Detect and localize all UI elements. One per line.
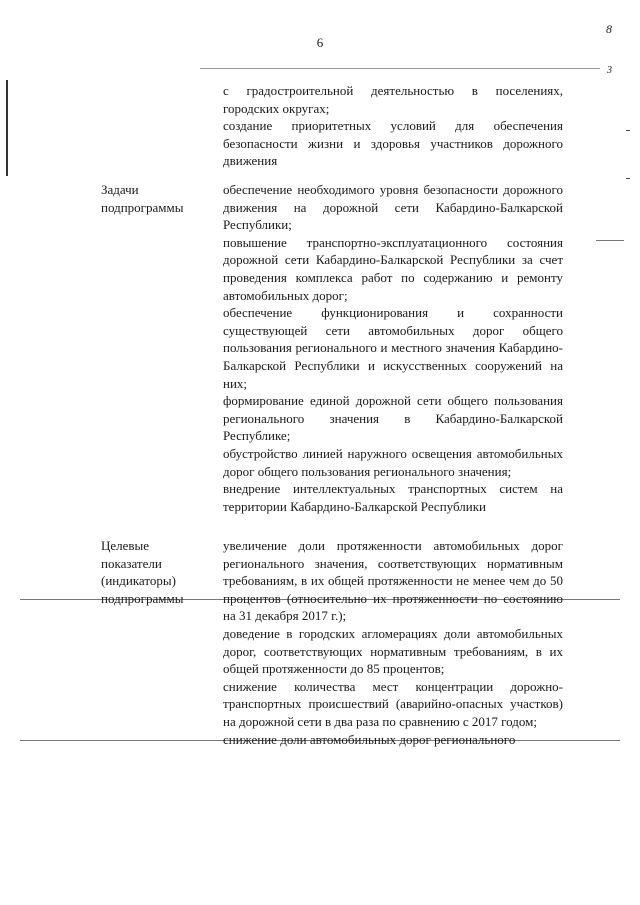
paragraph: увеличение доли протяженности автомобильных дорог регионального значения, соответствующих нормативным требованиям, в их общей протяженности не менее чем до 50 процентов (относительно их протяженности по состоянию на 31 декабря 2017 г.);	[223, 538, 563, 624]
paragraph: повышение транспортно-эксплуатационного состояния дорожной сети Кабардино-Балкарской Республики за счет проведения комплекса работ по содержанию и ремонту автомобильных дорог;	[223, 234, 563, 303]
paragraph: обеспечение функционирования и сохранности существующей сети автомобильных дорог общего пользования регионального и местного значения Кабардино-Балкарской Республики и искусственных сооружений на них;	[223, 305, 563, 391]
top-block	[223, 82, 563, 170]
label-line: (индикаторы)	[101, 573, 176, 589]
paragraph: доведение в городских агломерациях доли автомобильных дорог, соответствующих нормативным требованиям, в их общей протяженности до 85 процентов;	[223, 625, 563, 677]
right-edge-tick	[626, 130, 630, 131]
label-line: Задачи	[101, 182, 139, 197]
label-line: Целевые	[101, 538, 150, 553]
paragraph: обеспечение необходимого уровня безопасности дорожного движения на дорожной сети Кабардино-Балкарской Республики;	[223, 182, 563, 233]
handwritten-mark-small: 3	[607, 65, 612, 76]
indicators-label	[101, 537, 211, 607]
paragraph: обустройство линией наружного освещения автомобильных дорог общего пользования регионального значения;	[223, 445, 563, 479]
label-line: подпрограммы	[101, 590, 184, 606]
paragraph: формирование единой дорожной сети общего пользования регионального значения в Кабардино-Балкарской Республике;	[223, 393, 563, 444]
label-line: показатели	[101, 555, 162, 571]
paragraph: снижение количества мест концентрации дорожно-транспортных происшествий (аварийно-опасных участков) на дорожной сети в два раза по сравнению с 2017 годом;	[223, 678, 563, 729]
page-number: 6	[316, 35, 324, 50]
paragraph: с градостроительной деятельностью в поселениях, городских округах;	[223, 83, 563, 116]
handwritten-mark: 8	[606, 22, 612, 36]
tasks-text	[223, 181, 563, 515]
paragraph: создание приоритетных условий для обеспечения безопасности жизни и здоровья участников дорожного движения	[223, 118, 563, 169]
right-edge-tick	[626, 178, 630, 179]
top-rule	[200, 68, 600, 69]
tasks-label	[101, 181, 211, 216]
label-line: подпрограммы	[101, 199, 184, 215]
scan-artifact-line	[596, 240, 624, 241]
paragraph: внедрение интеллектуальных транспортных систем на территории Кабардино-Балкарской Республики	[223, 481, 563, 514]
indicators-text	[223, 537, 563, 748]
paragraph: снижение доли автомобильных дорог регионального	[223, 731, 516, 747]
left-margin-bar	[6, 80, 8, 176]
